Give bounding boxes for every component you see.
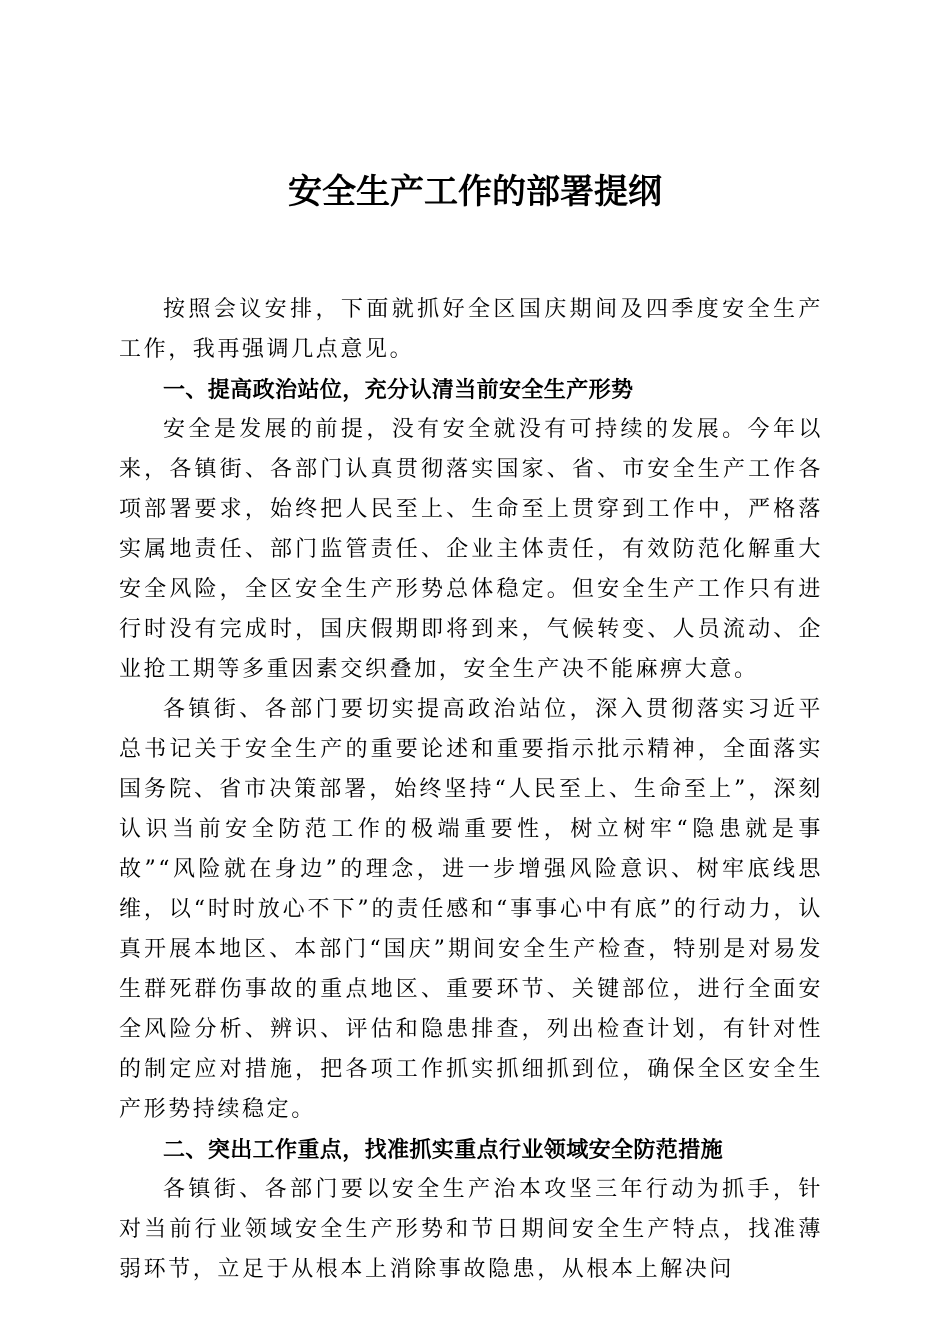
section-heading-1: 一、提高政治站位，充分认清当前安全生产形势	[163, 377, 634, 403]
document-body	[119, 290, 823, 1290]
section-heading-2: 二、突出工作重点，找准抓实重点行业领域安全防范措施	[163, 1137, 724, 1163]
paragraph-intro: 按照会议安排，下面就抓好全区国庆期间及四季度安全生产工作，我再强调几点意见。	[119, 297, 823, 362]
document-title: 安全生产工作的部署提纲	[288, 172, 662, 212]
paragraph-key-work: 各镇街、各部门要以安全生产治本攻坚三年行动为抓手，针对当前行业领域安全生产形势和节日期间安全生产特点，找准薄弱环节，立足于从根本上消除事故隐患，从根本上解决问	[119, 1177, 823, 1282]
paragraph-situation: 安全是发展的前提，没有安全就没有可持续的发展。今年以来，各镇街、各部门认真贯彻落实国家、省、市安全生产工作各项部署要求，始终把人民至上、生命至上贯穿到工作中，严格落实属地责任、部门监管责任、企业主体责任，有效防范化解重大安全风险，全区安全生产形势总体稳定。但安全生产工作只有进行时没有完成时，国庆假期即将到来，气候转变、人员流动、企业抢工期等多重因素交织叠加，安全生产决不能麻痹大意。	[119, 417, 823, 682]
paragraph-political-stance: 各镇街、各部门要切实提高政治站位，深入贯彻落实习近平总书记关于安全生产的重要论述和重要指示批示精神，全面落实国务院、省市决策部署，始终坚持“人民至上、生命至上”，深刻认识当前安全防范工作的极端重要性，树立树牢“隐患就是事故”“风险就在身边”的理念，进一步增强风险意识、树牢底线思维，以“时时放心不下”的责任感和“事事心中有底”的行动力，认真开展本地区、本部门“国庆”期间安全生产检查，特别是对易发生群死群伤事故的重点地区、重要环节、关键部位，进行全面安全风险分析、辨识、评估和隐患排查，列出检查计划，有针对性的制定应对措施，把各项工作抓实抓细抓到位，确保全区安全生产形势持续稳定。	[119, 697, 823, 1122]
